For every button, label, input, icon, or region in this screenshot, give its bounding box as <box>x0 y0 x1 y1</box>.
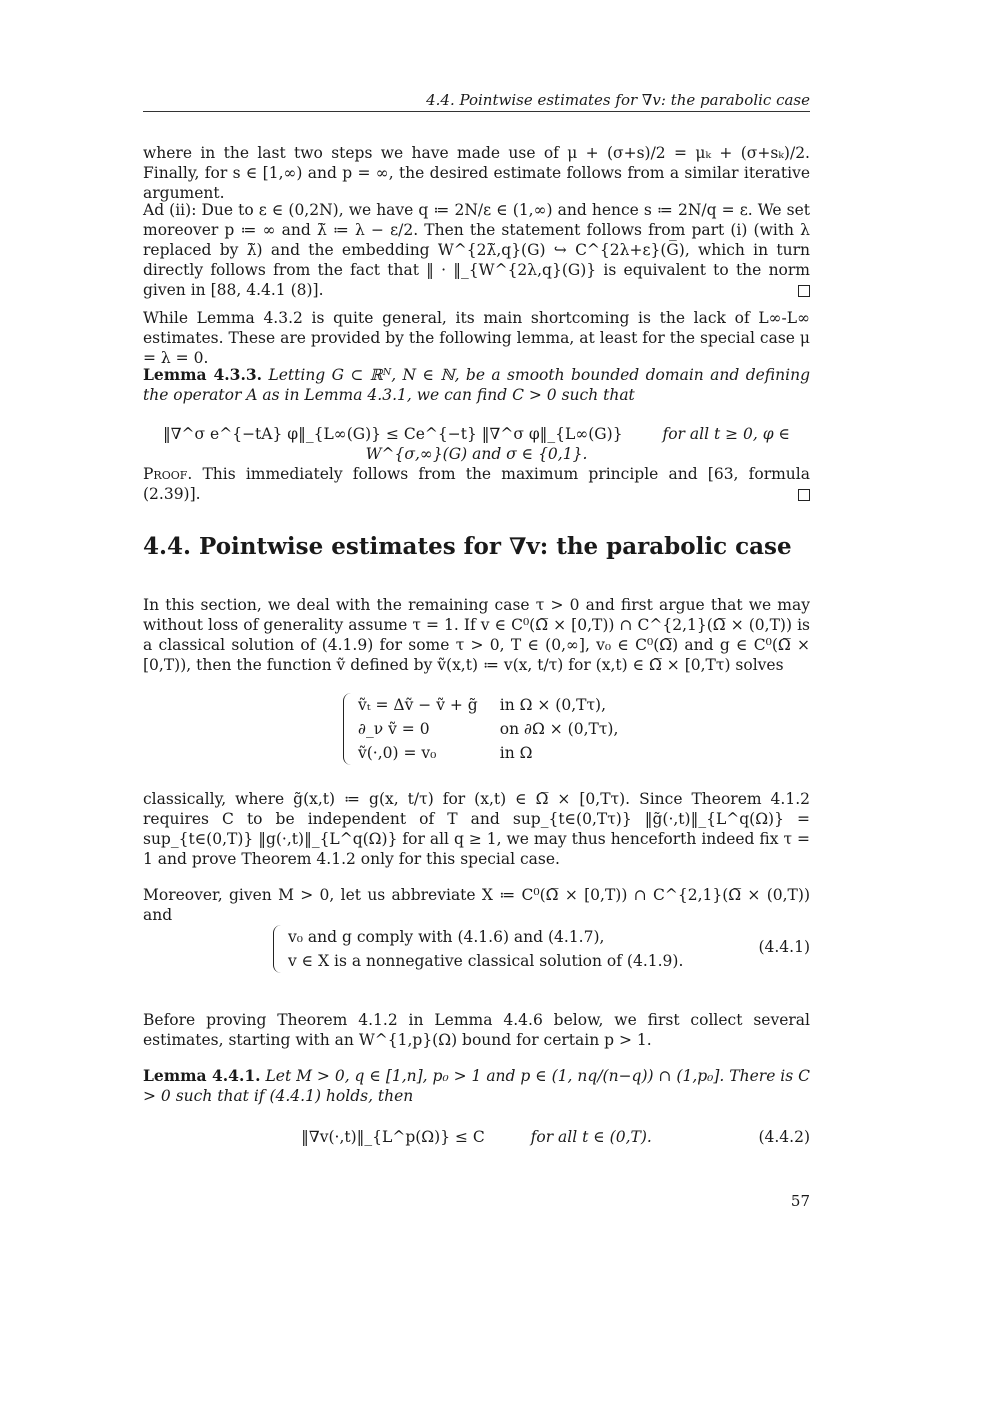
qed-icon <box>798 489 810 501</box>
proof-heading: Proof. <box>143 465 193 483</box>
system-domain: on ∂Ω × (0,Tτ), <box>499 720 619 738</box>
lemma-formula <box>143 424 810 464</box>
header-rule <box>143 111 810 112</box>
lemma-4-3-3 <box>143 365 810 405</box>
assumption-system <box>273 925 683 973</box>
assumption-row: v₀ and g comply with (4.1.6) and (4.1.7), <box>288 928 605 946</box>
paragraph: Moreover, given M > 0, let us abbreviate X ≔ C⁰(Ω̅ × [0,T)) ∩ C^{2,1}(Ω̅ × (0,T)) and <box>143 886 810 924</box>
paragraph-ad-ii <box>143 200 810 300</box>
equation-number: (4.4.1) <box>758 938 810 956</box>
paragraph: Before proving Theorem 4.1.2 in Lemma 4.4.6 below, we first collect several estimates, starting with an W^{1,p}(Ω) bound for certain p > 1. <box>143 1011 810 1049</box>
equation-number: (4.4.2) <box>758 1128 810 1146</box>
lemma-heading: Lemma 4.3.3. <box>143 365 263 384</box>
paragraph: While Lemma 4.3.2 is quite general, its main shortcoming is the lack of L∞-L∞ estimates. These are provided by the following lemma, at least for the special case μ = λ = 0. <box>143 309 810 367</box>
formula: ‖∇^σ e^{−tA} φ‖_{L∞(G)} ≤ Ce^{−t} ‖∇^σ φ‖_{L∞(G)} <box>162 425 623 443</box>
page-number: 57 <box>790 1192 810 1210</box>
formula-condition: for all t ≥ 0, φ ∈ W^{σ,∞}(G) and σ ∈ {0,1}. <box>365 425 790 463</box>
proof-text: This immediately follows from the maximum principle and [63, formula (2.39)]. <box>143 465 810 503</box>
system-equation: ṽₜ = Δṽ − ṽ + g̃ <box>358 696 478 714</box>
system-equation: ṽ(·,0) = v₀ <box>358 744 437 762</box>
system-domain: in Ω <box>499 744 533 762</box>
system-domain: in Ω × (0,Tτ), <box>499 696 607 714</box>
lemma-heading: Lemma 4.4.1. <box>143 1066 261 1085</box>
paragraph: where in the last two steps we have made use of μ + (σ+s)/2 = μₖ + (σ+sₖ)/2. Finally, for s ∈ [1,∞) and p = ∞, the desired estimate follows from a similar iterative argument. <box>143 144 810 202</box>
paragraph-text: Ad (ii): Due to ε ∈ (0,2N), we have q ≔ 2N/ε ∈ (1,∞) and hence s ≔ 2N/q = ε. We set moreover p ≔ ∞ and λ̃ ≔ λ − ε/2. Then the statement follows from part (i) (with λ replaced by λ̃) and the embedding W^{2λ̃,q}(G) ↪ C^{2λ+ε}(G̅), which in turn directly follows from the fact that ‖ · ‖_{W^{2λ,q}(G)} is equivalent to the norm given in [88, 4.4.1 (8)]. <box>143 201 810 299</box>
equation-system <box>343 693 618 765</box>
qed-icon <box>798 285 810 297</box>
system-equation: ∂_ν ṽ = 0 <box>358 720 430 738</box>
paragraph: classically, where g̃(x,t) ≔ g(x, t/τ) for (x,t) ∈ Ω̅ × [0,Tτ). Since Theorem 4.1.2 requires C to be independent of T and sup_{t∈(0,Tτ)} ‖g̃(·,t)‖_{L^q(Ω)} = sup_{t∈(0,T)} ‖g(·,t)‖_{L^q(Ω)} for all q ≥ 1, we may thus henceforth indeed fix τ = 1 and prove Theorem 4.1.2 only for this special case. <box>143 790 810 868</box>
formula: ‖∇v(·,t)‖_{L^p(Ω)} ≤ C <box>301 1128 485 1146</box>
section-title: 4.4. Pointwise estimates for ∇v: the parabolic case <box>143 533 792 560</box>
formula-condition: for all t ∈ (0,T). <box>530 1128 652 1146</box>
lemma-statement: Letting G ⊂ ℝᴺ, N ∈ ℕ, be a smooth bounded domain and defining the operator A as in Lemma 4.3.1, we can find C > 0 such that <box>143 366 810 404</box>
lemma-4-4-1 <box>143 1066 810 1106</box>
lemma-statement: Let M > 0, q ∈ [1,n], p₀ > 1 and p ∈ (1, nq/(n−q)) ∩ (1,p₀]. There is C > 0 such that if (4.4.1) holds, then <box>143 1067 811 1105</box>
proof-4-3-3 <box>143 464 810 504</box>
lemma-formula <box>143 1127 810 1147</box>
assumption-row: v ∈ X is a nonnegative classical solution of (4.1.9). <box>288 952 684 970</box>
left-brace <box>273 925 282 973</box>
running-header: 4.4. Pointwise estimates for ∇v: the parabolic case <box>426 91 810 109</box>
left-brace <box>343 693 352 765</box>
paragraph: In this section, we deal with the remaining case τ > 0 and first argue that we may without loss of generality assume τ = 1. If v ∈ C⁰(Ω̅ × [0,T)) ∩ C^{2,1}(Ω̅ × (0,T)) is a classical solution of (4.1.9) for some τ > 0, T ∈ (0,∞], v₀ ∈ C⁰(Ω̅) and g ∈ C⁰(Ω̅ × [0,T)), then the function ṽ defined by ṽ(x,t) ≔ v(x, t/τ) for (x,t) ∈ Ω̅ × [0,Tτ) solves <box>143 596 810 674</box>
